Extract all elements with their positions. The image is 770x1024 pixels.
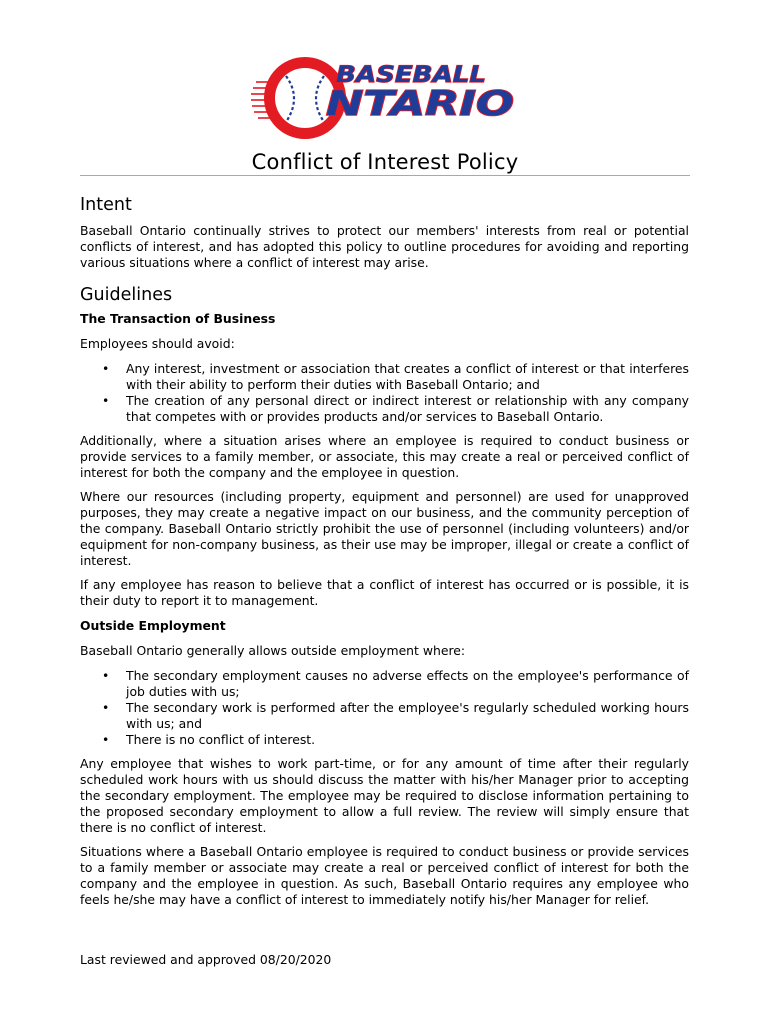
outside-paragraph: Situations where a Baseball Ontario employee is required to conduct business or provide services to a family member or associate may create a real or perceived conflict of interest for both the company and the employee in question. As such, Baseball Ontario requires any employee who feels he/she may have a conflict of interest to immediately notify his/her Manager for relief. <box>80 844 689 907</box>
bullet-icon: • <box>102 732 110 747</box>
footer-review-date: Last reviewed and approved 08/20/2020 <box>80 952 332 967</box>
transaction-paragraph: Where our resources (including property, equipment and personnel) are used for unapproved purposes, they may create a negative impact on our business, and the community perception of the company. Baseball Ontario strictly prohibit the use of personnel (including volunteers) and/or equipment for non-company business, as their use may be improper, illegal or create a conflict of interest. <box>80 489 689 568</box>
document-body <box>80 194 689 916</box>
list-item: • The creation of any personal direct or indirect interest or relationship with any company that competes with or provides products and/or services to Baseball Ontario. <box>102 393 689 424</box>
baseball-ontario-logo <box>250 52 520 142</box>
transaction-paragraph: If any employee has reason to believe that a conflict of interest has occurred or is possible, it is their duty to report it to management. <box>80 577 689 608</box>
outside-employment-heading: Outside Employment <box>80 618 226 633</box>
logo-line2: NTARIO <box>326 84 514 124</box>
list-item: • Any interest, investment or association that creates a conflict of interest or that interferes with their ability to perform their duties with Baseball Ontario; and <box>102 361 689 392</box>
guidelines-heading: Guidelines <box>80 285 173 305</box>
page-title: Conflict of Interest Policy <box>251 150 519 174</box>
title-divider <box>80 175 690 176</box>
bullet-icon: • <box>102 393 110 408</box>
transaction-list <box>80 361 689 425</box>
intent-heading: Intent <box>80 195 132 215</box>
transaction-heading: The Transaction of Business <box>80 311 276 326</box>
transaction-paragraph: Additionally, where a situation arises where an employee is required to conduct business or provide services to a family member, or associate, this may create a real or perceived conflict of interest for both the company and the employee in question. <box>80 433 689 480</box>
outside-lead: Baseball Ontario generally allows outside employment where: <box>80 643 466 658</box>
list-item: • The secondary work is performed after the employee's regularly scheduled working hours with us; and <box>102 700 689 731</box>
intent-text: Baseball Ontario continually strives to protect our members' interests from real or potential conflicts of interest, and has adopted this policy to outline procedures for avoiding and reporting various situations where a conflict of interest may arise. <box>80 223 689 270</box>
bullet-icon: • <box>102 700 110 715</box>
list-item: • The secondary employment causes no adverse effects on the employee's performance of job duties with us; <box>102 668 689 699</box>
transaction-lead: Employees should avoid: <box>80 336 235 351</box>
bullet-icon: • <box>102 668 110 683</box>
outside-paragraph: Any employee that wishes to work part-time, or for any amount of time after their regularly scheduled work hours with us should discuss the matter with his/her Manager prior to accepting the secondary employment. The employee may be required to disclose information pertaining to the proposed secondary employment to allow a full review. The review will simply ensure that there is no conflict of interest. <box>80 756 689 835</box>
list-item: • There is no conflict of interest. <box>102 732 316 747</box>
logo-line1: BASEBALL <box>336 63 486 88</box>
bullet-icon: • <box>102 361 110 376</box>
outside-list <box>80 668 689 748</box>
